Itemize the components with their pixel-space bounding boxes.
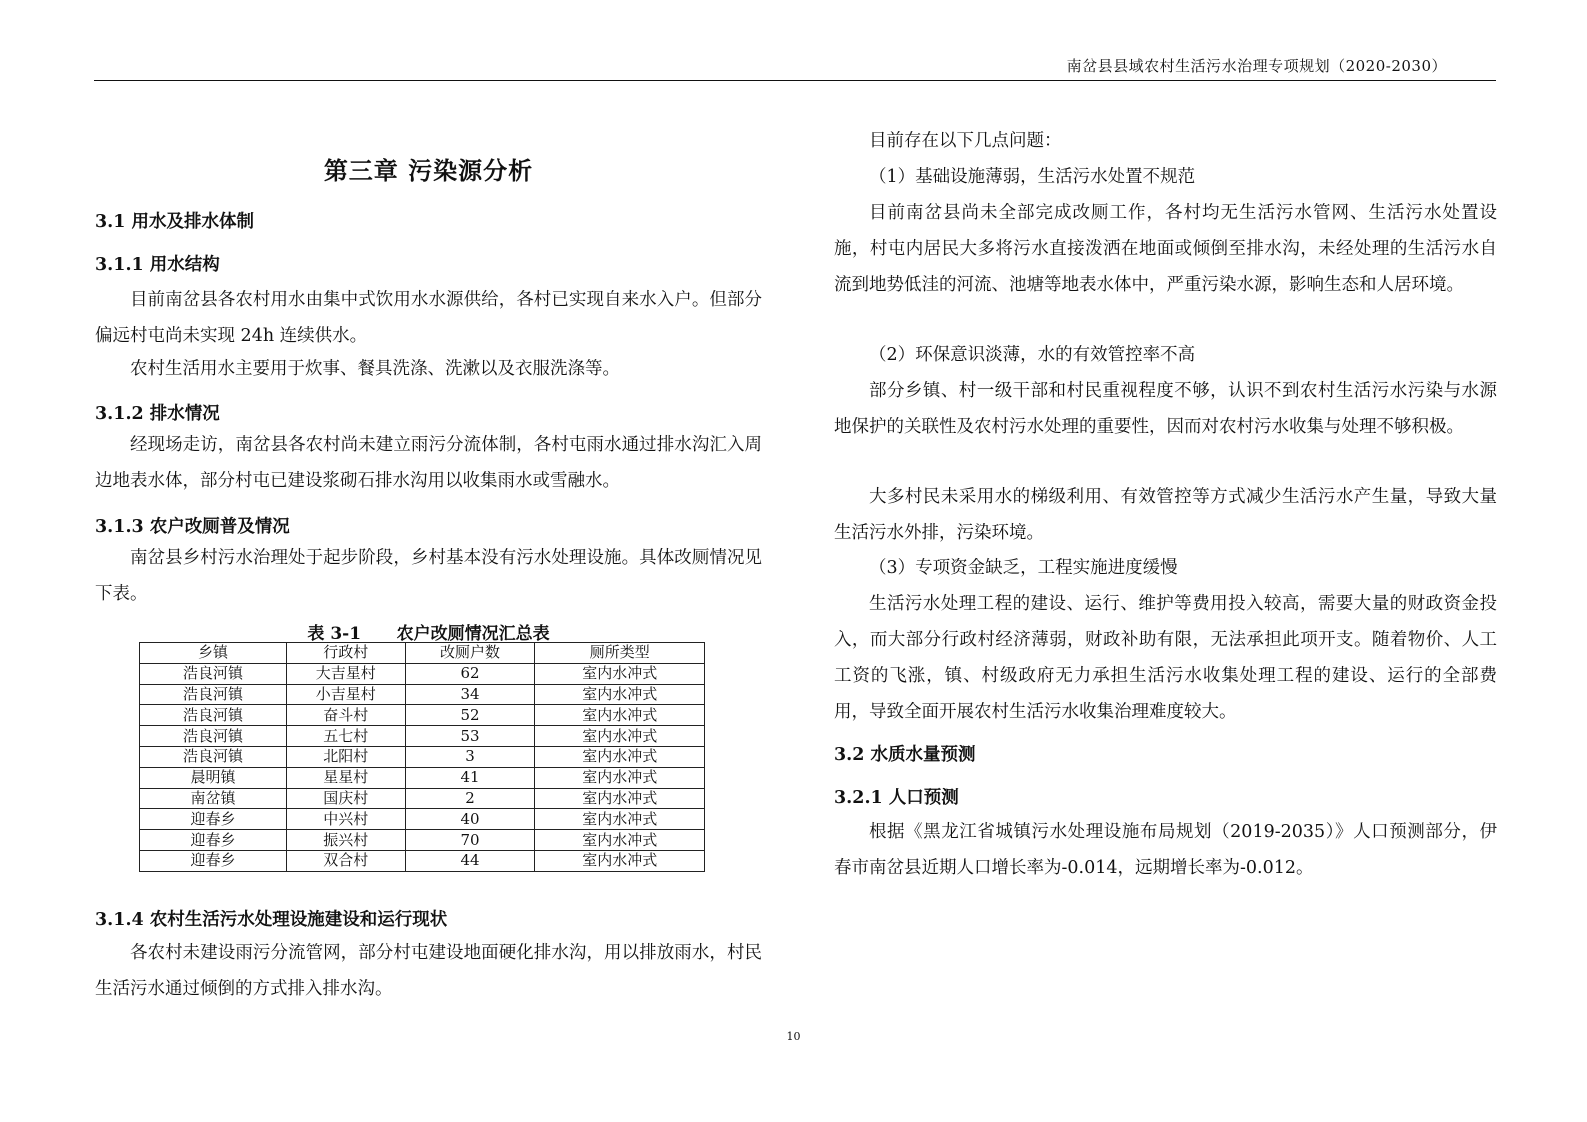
section-heading-3-1: 3.1 用水及排水体制 [95, 212, 255, 232]
col-header-town: 乡镇 [140, 643, 287, 664]
cell-village: 振兴村 [286, 830, 405, 851]
problem-heading-3: （3）专项资金缺乏，工程实施进度缓慢 [869, 558, 1178, 578]
header-rule [94, 80, 1496, 81]
cell-village: 双合村 [286, 850, 405, 871]
section-heading-3-1-2: 3.1.2 排水情况 [95, 404, 220, 424]
cell-toilet-type: 室内水冲式 [535, 746, 705, 767]
col-header-toilet-type: 厕所类型 [535, 643, 705, 664]
table-row [140, 788, 705, 809]
cell-village: 星星村 [286, 767, 405, 788]
paragraph-facilities-status: 各农村未建设雨污分流管网，部分村屯建设地面硬化排水沟，用以排放雨水，村民生活污水通过倾倒的方式排入排水沟。 [95, 943, 762, 999]
cell-town: 晨明镇 [140, 767, 287, 788]
table-row [140, 684, 705, 705]
cell-toilet-type: 室内水冲式 [535, 788, 705, 809]
cell-households: 41 [405, 767, 535, 788]
cell-toilet-type: 室内水冲式 [535, 663, 705, 684]
cell-households: 40 [405, 809, 535, 830]
table-row [140, 663, 705, 684]
section-heading-3-1-4: 3.1.4 农村生活污水处理设施建设和运行现状 [95, 910, 448, 930]
cell-households: 70 [405, 830, 535, 851]
table-row [140, 726, 705, 747]
paragraph-drainage: 经现场走访，南岔县各农村尚未建立雨污分流体制，各村屯雨水通过排水沟汇入周边地表水体，部分村屯已建设浆砌石排水沟用以收集雨水或雪融水。 [95, 435, 762, 491]
cell-households: 34 [405, 684, 535, 705]
cell-households: 62 [405, 663, 535, 684]
cell-town: 浩良河镇 [140, 726, 287, 747]
cell-town: 南岔镇 [140, 788, 287, 809]
chapter-title: 第三章 污染源分析 [323, 156, 534, 185]
cell-town: 浩良河镇 [140, 746, 287, 767]
cell-village: 国庆村 [286, 788, 405, 809]
table-row [140, 767, 705, 788]
paragraph-problem-2: 部分乡镇、村一级干部和村民重视程度不够，认识不到农村生活污水污染与水源地保护的关联性及农村污水处理的重要性，因而对农村污水收集与处理不够积极。 [834, 381, 1497, 437]
cell-town: 迎春乡 [140, 809, 287, 830]
cell-households: 2 [405, 788, 535, 809]
running-header-title: 南岔县县域农村生活污水治理专项规划（2020-2030） [1066, 57, 1447, 75]
cell-town: 浩良河镇 [140, 705, 287, 726]
cell-village: 北阳村 [286, 746, 405, 767]
cell-village: 奋斗村 [286, 705, 405, 726]
cell-village: 大吉星村 [286, 663, 405, 684]
col-header-village: 行政村 [286, 643, 405, 664]
cell-households: 53 [405, 726, 535, 747]
cell-households: 3 [405, 746, 535, 767]
cell-toilet-type: 室内水冲式 [535, 767, 705, 788]
section-heading-3-1-3: 3.1.3 农户改厕普及情况 [95, 517, 290, 537]
cell-toilet-type: 室内水冲式 [535, 809, 705, 830]
table-caption: 表 3-1 农户改厕情况汇总表 [307, 624, 550, 644]
cell-toilet-type: 室内水冲式 [535, 684, 705, 705]
paragraph-population-forecast: 根据《黑龙江省城镇污水处理设施布局规划（2019-2035）》人口预测部分，伊春市南岔县近期人口增长率为-0.014，远期增长率为-0.012。 [834, 822, 1497, 878]
section-heading-3-2: 3.2 水质水量预测 [834, 745, 976, 765]
toilet-summary-table [139, 642, 705, 872]
section-heading-3-1-1: 3.1.1 用水结构 [95, 255, 220, 275]
table-row [140, 830, 705, 851]
page-number: 10 [786, 1030, 801, 1043]
paragraph-problem-2-cont: 大多村民未采用水的梯级利用、有效管控等方式减少生活污水产生量，导致大量生活污水外排，污染环境。 [834, 487, 1497, 543]
table-row [140, 746, 705, 767]
cell-households: 44 [405, 850, 535, 871]
cell-village: 五七村 [286, 726, 405, 747]
paragraph-problem-1: 目前南岔县尚未全部完成改厕工作，各村均无生活污水管网、生活污水处置设施，村屯内居民大多将污水直接泼洒在地面或倾倒至排水沟，未经处理的生活污水自流到地势低洼的河流、池塘等地表水体中，严重污染水源，影响生态和人居环境。 [834, 203, 1497, 295]
col-header-households: 改厕户数 [405, 643, 535, 664]
section-heading-3-2-1: 3.2.1 人口预测 [834, 788, 959, 808]
cell-toilet-type: 室内水冲式 [535, 726, 705, 747]
paragraph-toilet-renovation: 南岔县乡村污水治理处于起步阶段，乡村基本没有污水处理设施。具体改厕情况见下表。 [95, 548, 762, 604]
cell-toilet-type: 室内水冲式 [535, 830, 705, 851]
table-header-row [140, 643, 705, 664]
paragraph-water-structure: 目前南岔县各农村用水由集中式饮用水水源供给，各村已实现自来水入户。但部分偏远村屯尚未实现 24h 连续供水。 [95, 290, 762, 346]
cell-town: 迎春乡 [140, 830, 287, 851]
cell-households: 52 [405, 705, 535, 726]
table-row [140, 850, 705, 871]
cell-village: 小吉星村 [286, 684, 405, 705]
paragraph-problems-intro: 目前存在以下几点问题： [869, 131, 1062, 151]
table-row [140, 705, 705, 726]
paragraph-problem-3: 生活污水处理工程的建设、运行、维护等费用投入较高，需要大量的财政资金投入，而大部分行政村经济薄弱，财政补助有限，无法承担此项开支。随着物价、人工工资的飞涨，镇、村级政府无力承担生活污水收集处理工程的建设、运行的全部费用，导致全面开展农村生活污水收集治理难度较大。 [834, 594, 1497, 722]
cell-toilet-type: 室内水冲式 [535, 850, 705, 871]
cell-town: 浩良河镇 [140, 684, 287, 705]
problem-heading-2: （2）环保意识淡薄，水的有效管控率不高 [869, 345, 1196, 365]
cell-village: 中兴村 [286, 809, 405, 830]
cell-toilet-type: 室内水冲式 [535, 705, 705, 726]
cell-town: 浩良河镇 [140, 663, 287, 684]
cell-town: 迎春乡 [140, 850, 287, 871]
paragraph-water-usage: 农村生活用水主要用于炊事、餐具洗涤、洗漱以及衣服洗涤等。 [130, 359, 620, 379]
problem-heading-1: （1）基础设施薄弱，生活污水处置不规范 [869, 167, 1196, 187]
table-row [140, 809, 705, 830]
